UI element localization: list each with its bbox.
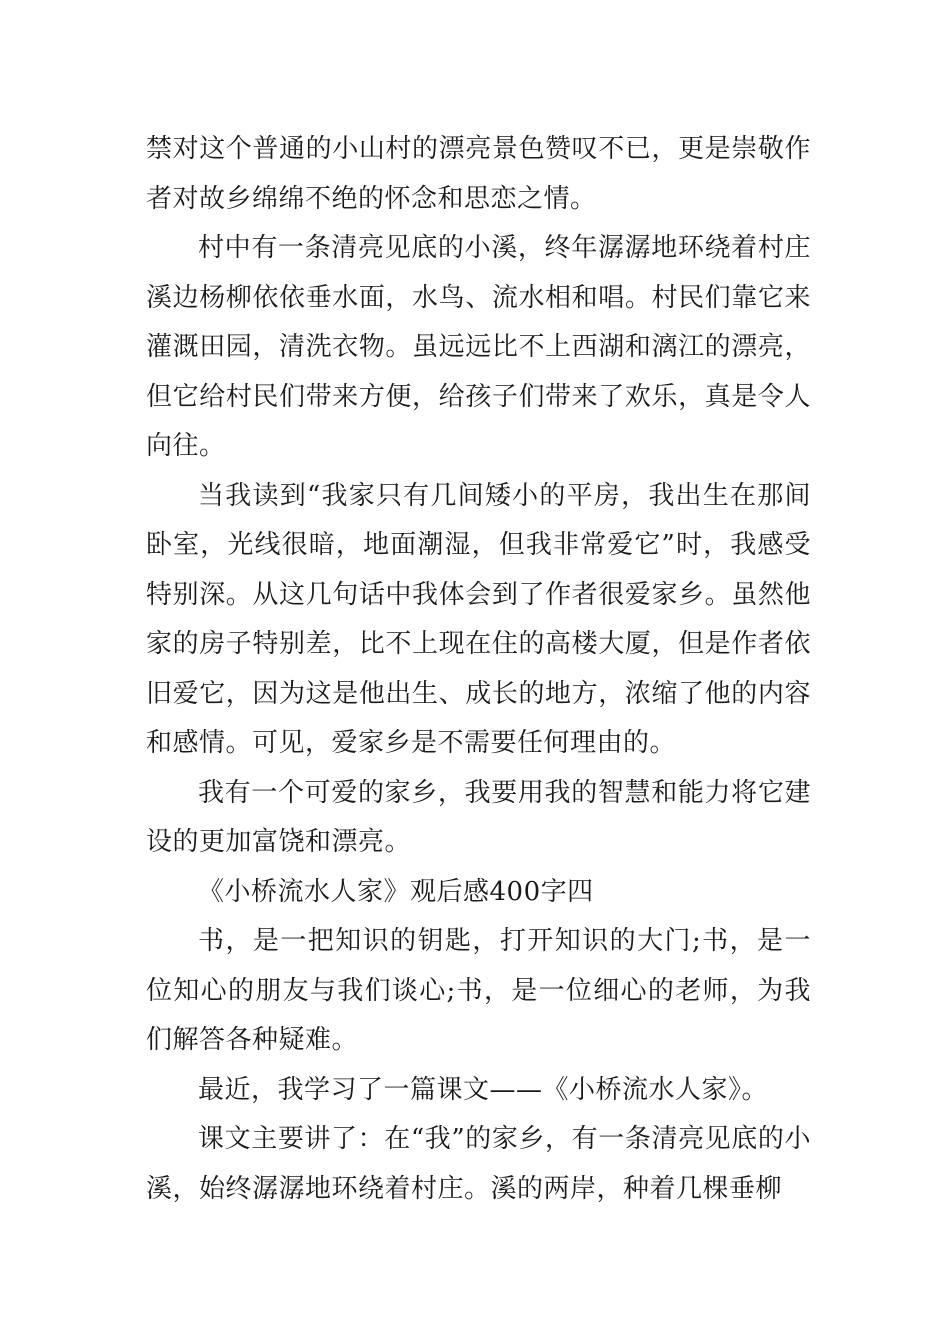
document-body (146, 125, 811, 1214)
paragraph-6: 最近，我学习了一篇课文——《小桥流水人家》。 (198, 1074, 769, 1105)
paragraph-3: 当我读到“我家只有几间矮小的平房，我出生在那间卧室，光线很暗，地面潮湿，但我非常爱它”时，我感受特别深。从这几句话中我体会到了作者很爱家乡。虽然他家的房子特别差，比不上现在住的高楼大厦，但是作者依旧爱它，因为这是他出生、成长的地方，浓缩了他的内容和感情。可见，爱家乡是不需要任何理由的。 (146, 480, 811, 758)
paragraph-1: 禁对这个普通的小山村的漂亮景色赞叹不已，更是崇敬作者对故乡绵绵不绝的怀念和思恋之情。 (146, 134, 811, 214)
paragraph-2: 村中有一条清亮见底的小溪，终年潺潺地环绕着村庄溪边杨柳依依垂水面，水鸟、流水相和唱。村民们靠它来灌溉田园，清洗衣物。虽远远比不上西湖和漓江的漂亮，但它给村民们带来方便，给孩子们带来了欢乐，真是令人向往。 (146, 233, 811, 461)
paragraph-7: 课文主要讲了：在“我”的家乡，有一条清亮见底的小溪，始终潺潺地环绕着村庄。溪的两岸，种着几棵垂柳 (146, 1124, 811, 1204)
paragraph-4: 我有一个可爱的家乡，我要用我的智慧和能力将它建设的更加富饶和漂亮。 (146, 777, 811, 857)
paragraph-5: 书，是一把知识的钥匙，打开知识的大门;书，是一位知心的朋友与我们谈心;书，是一位细心的老师，为我们解答各种疑难。 (146, 926, 811, 1055)
section-title: 《小桥流水人家》观后感400字四 (198, 876, 594, 907)
